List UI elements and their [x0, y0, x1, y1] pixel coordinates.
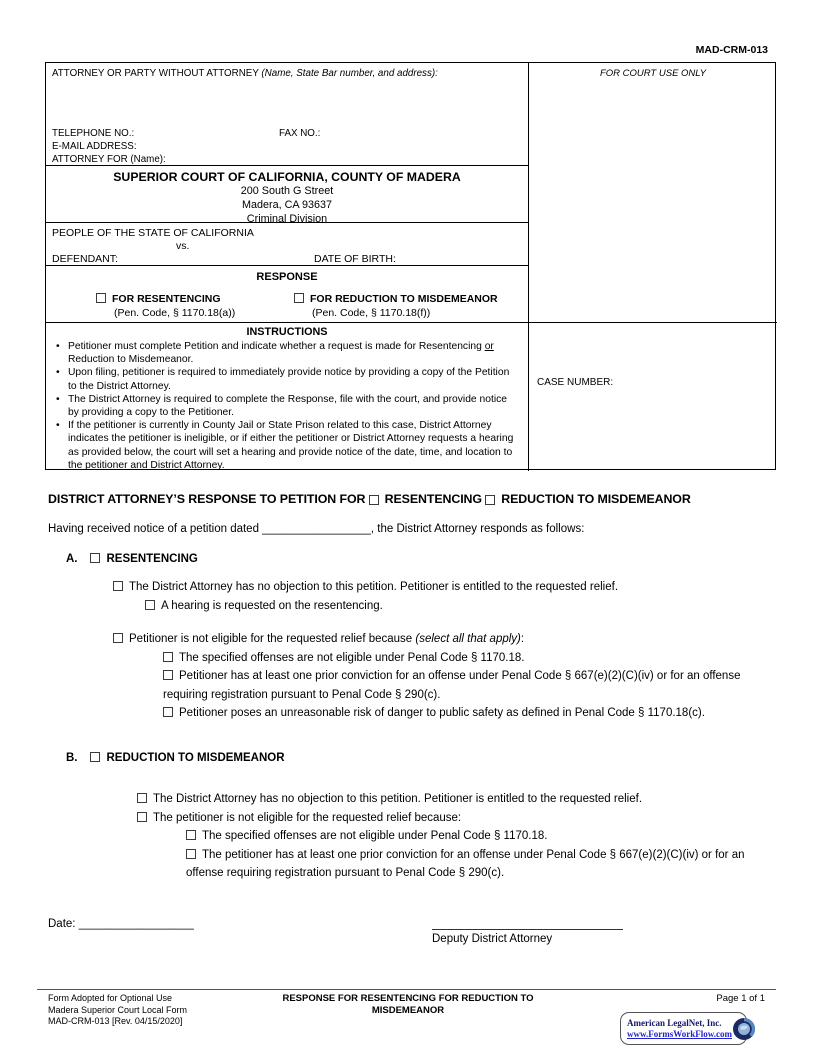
for-resentencing-checkbox[interactable]	[96, 293, 106, 303]
instructions-title: INSTRUCTIONS	[246, 326, 328, 338]
a-no-objection-checkbox[interactable]	[113, 581, 123, 591]
court-box	[46, 166, 529, 223]
a-reason-item: Petitioner poses an unreasonable risk of danger to public safety as defined in Penal Code § 1170.18(c).	[163, 704, 777, 723]
parties-box	[46, 223, 529, 266]
footer-form-title: RESPONSE FOR RESENTENCING FOR REDUCTION TO MISDEMEANOR	[282, 993, 534, 1016]
bullet-icon: •	[56, 341, 60, 352]
response-type-box	[46, 266, 529, 323]
telephone-label: TELEPHONE NO.:	[52, 128, 135, 139]
section-b-items	[137, 790, 777, 883]
plaintiff-label: PEOPLE OF THE STATE OF CALIFORNIA	[52, 227, 254, 239]
case-number-label: CASE NUMBER:	[537, 377, 614, 388]
intro-line: Having received notice of a petition dated _________________, the District Attorney responds as follows:	[48, 523, 585, 535]
section-a-items	[113, 578, 773, 723]
footer-line: Madera Superior Court Local Form	[48, 1004, 188, 1015]
american-legalnet-logo-icon	[732, 1017, 756, 1041]
for-court-use-box	[529, 63, 777, 323]
a-not-eligible-item: Petitioner is not eligible for the requested relief because (select all that apply):	[113, 630, 773, 649]
a-hearing-item: A hearing is requested on the resentencing.	[145, 597, 773, 616]
for-resentencing-label: FOR RESENTENCING	[112, 293, 221, 305]
attorney-info-box[interactable]	[46, 63, 529, 166]
american-legalnet-badge	[620, 1012, 747, 1045]
for-reduction-checkbox[interactable]	[294, 293, 304, 303]
section-b-checkbox[interactable]	[90, 752, 100, 762]
court-street: 200 South G Street	[240, 185, 334, 197]
court-name: SUPERIOR COURT OF CALIFORNIA, COUNTY OF MADERA	[113, 170, 461, 184]
form-number: MAD-CRM-013	[695, 44, 768, 56]
date-row	[48, 918, 194, 930]
date-label: Date:	[48, 918, 76, 930]
attorney-label-note: (Name, State Bar number, and address):	[261, 68, 438, 79]
response-title: RESPONSE	[256, 271, 318, 283]
signature-line[interactable]	[432, 929, 623, 930]
instruction-item	[56, 366, 522, 392]
page-number: Page 1 of 1	[716, 993, 765, 1004]
a-hearing-checkbox[interactable]	[145, 600, 155, 610]
a-reason-item: The specified offenses are not eligible under Penal Code § 1170.18.	[163, 649, 777, 668]
bullet-icon: •	[56, 367, 60, 379]
footer-divider	[37, 989, 776, 990]
court-division: Criminal Division	[246, 213, 328, 225]
instruction-text: The District Attorney is required to complete the Response, file with the court, and provide notice by providing a copy to the Petitioner.	[68, 393, 507, 419]
instruction-item	[56, 419, 522, 472]
a-not-eligible-checkbox[interactable]	[113, 633, 123, 643]
section-a-heading: A. RESENTENCING	[66, 553, 198, 565]
deputy-district-attorney-label: Deputy District Attorney	[432, 933, 553, 945]
b-no-objection-item: The District Attorney has no objection to this petition. Petitioner is entitled to the requested relief.	[137, 790, 777, 809]
footer-form-info	[48, 993, 187, 1028]
document-title: DISTRICT ATTORNEY’S RESPONSE TO PETITION FOR RESENTENCING REDUCTION TO MISDEMEANOR	[48, 492, 691, 506]
section-a-checkbox[interactable]	[90, 553, 100, 563]
option-for-resentencing	[96, 293, 235, 319]
a-reason-3-checkbox[interactable]	[163, 707, 173, 717]
email-label: E-MAIL ADDRESS:	[52, 141, 137, 152]
defendant-label[interactable]: DEFENDANT:	[52, 253, 118, 265]
attorney-label: ATTORNEY OR PARTY WITHOUT ATTORNEY (Name, State Bar number, and address):	[52, 68, 438, 79]
option-for-reduction	[294, 293, 498, 319]
date-blank[interactable]: __________________	[78, 918, 194, 930]
instructions-box	[46, 323, 529, 471]
instruction-text: Upon filing, petitioner is required to immediately provide notice by providing a copy of the Petition to the District Attorney.	[68, 367, 510, 392]
a-reason-2-checkbox[interactable]	[163, 670, 173, 680]
title-reduction-checkbox[interactable]	[485, 495, 495, 505]
b-reasons-list	[186, 827, 778, 883]
for-reduction-code: (Pen. Code, § 1170.18(f))	[312, 307, 431, 319]
court-city: Madera, CA 93637	[241, 199, 333, 211]
case-number-box[interactable]	[529, 323, 777, 471]
b-reason-1-checkbox[interactable]	[186, 830, 196, 840]
instructions-list	[56, 340, 522, 472]
petition-date-blank[interactable]: _________________	[262, 523, 371, 535]
a-reason-1-checkbox[interactable]	[163, 652, 173, 662]
date-of-birth-label[interactable]: DATE OF BIRTH:	[314, 253, 396, 265]
instruction-text: Petitioner must complete Petition and indicate whether a request is made for Resentencing or Reduction to Misdemeanor.	[68, 341, 494, 366]
b-no-objection-checkbox[interactable]	[137, 793, 147, 803]
footer-line: Form Adopted for Optional Use	[48, 993, 173, 1003]
title-resentencing-checkbox[interactable]	[369, 495, 379, 505]
footer-line: MAD-CRM-013 [Rev. 04/15/2020]	[48, 1016, 183, 1026]
bullet-icon: •	[56, 393, 60, 405]
attorney-for-label: ATTORNEY FOR (Name):	[52, 154, 166, 165]
a-reason-item: Petitioner has at least one prior conviction for an offense under Penal Code § 667(e)(2)(C)(iv) or for an offense requiring registration pursuant to Penal Code § 290(c).	[163, 670, 741, 701]
for-court-use-label: FOR COURT USE ONLY	[599, 68, 707, 79]
instruction-item	[56, 393, 522, 419]
formsworkflow-link[interactable]: www.FormsWorkFlow.com	[627, 1028, 732, 1039]
vs-label: vs.	[176, 240, 190, 252]
a-reasons-list	[163, 649, 777, 723]
b-reason-2-checkbox[interactable]	[186, 849, 196, 859]
bullet-icon: •	[56, 420, 60, 432]
caption-table	[45, 62, 776, 470]
a-no-objection-item: The District Attorney has no objection to this petition. Petitioner is entitled to the requested relief.	[113, 578, 773, 597]
section-b-heading: B. REDUCTION TO MISDEMEANOR	[66, 752, 285, 764]
b-reason-item: The specified offenses are not eligible under Penal Code § 1170.18.	[186, 827, 778, 846]
b-not-eligible-checkbox[interactable]	[137, 812, 147, 822]
instruction-text: If the petitioner is currently in County Jail or State Prison related to this case, District Attorney indicates the petitioner is ineligible, or if either the petitioner or District Attorney requests a hearing as provided below, the court will set a hearing and provide notice of the date, time, and location to the petitioner and District Attorney.	[68, 420, 514, 471]
instruction-item	[56, 340, 522, 366]
for-resentencing-code: (Pen. Code, § 1170.18(a))	[114, 307, 236, 319]
fax-label: FAX NO.:	[279, 128, 321, 139]
b-reason-item: The petitioner has at least one prior conviction for an offense under Penal Code § 667(e)(2)(C)(iv) or for an offense requiring registration pursuant to Penal Code § 290(c).	[186, 848, 751, 879]
legalnet-name: American LegalNet, Inc.	[627, 1017, 722, 1028]
b-not-eligible-item: The petitioner is not eligible for the requested relief because:	[137, 809, 777, 828]
for-reduction-label: FOR REDUCTION TO MISDEMEANOR	[310, 293, 498, 305]
